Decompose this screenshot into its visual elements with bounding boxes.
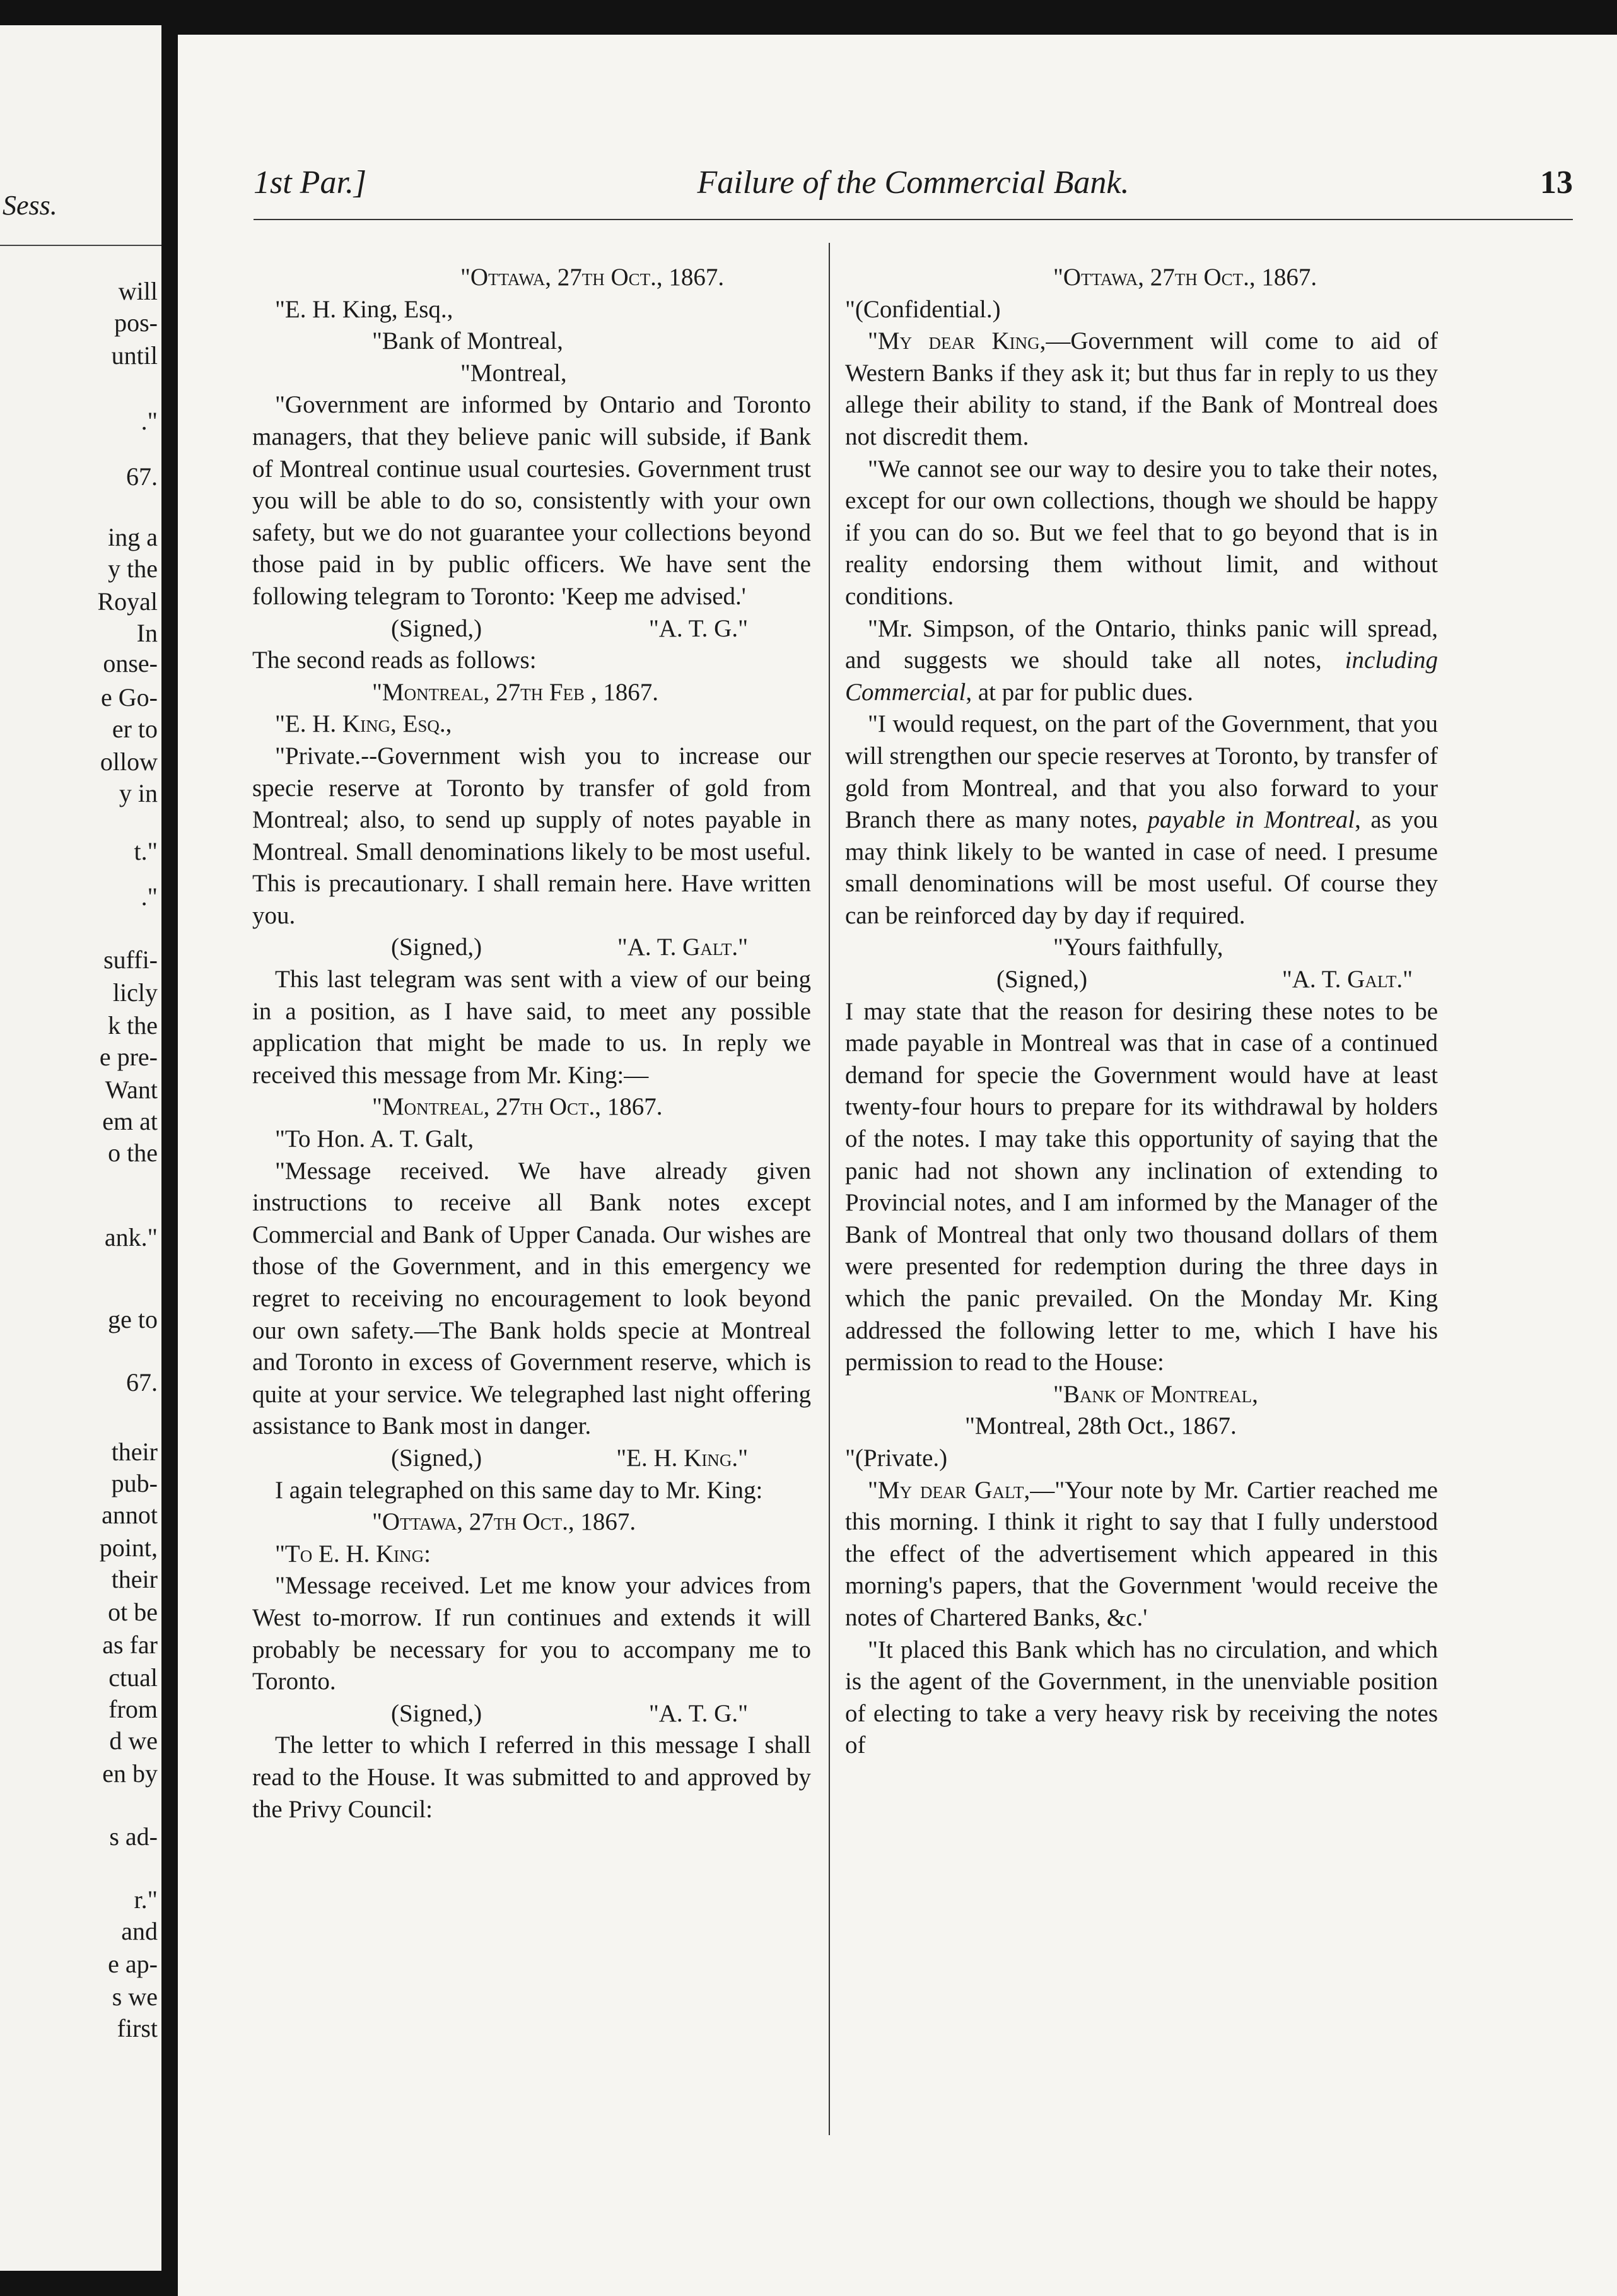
- text-run: , as you may think likely to be wanted in case of need. I presume small denominations will be most useful. Of course they can be reinforced day by day if required.: [845, 806, 1438, 929]
- letter-1-salutation: "My dear King,: [868, 327, 1046, 355]
- facing-page-fragment-line: suffi-: [103, 946, 158, 974]
- facing-page-fragment-line: as far: [102, 1631, 158, 1659]
- document-page: [178, 35, 1617, 2296]
- facing-page-fragment-line: ge to: [108, 1305, 158, 1333]
- telegram-3-dateline: "Montreal, 27th Oct., 1867.: [372, 1093, 663, 1121]
- facing-page-fragment-line: em at: [102, 1107, 158, 1135]
- facing-page-fragment-line: first: [117, 2014, 158, 2042]
- facing-page-fragment-line: until: [111, 341, 158, 370]
- facing-page-fragment-line: ot be: [108, 1598, 158, 1626]
- facing-page-fragment-line: o the: [108, 1139, 158, 1167]
- facing-page-fragment-line: licly: [112, 978, 158, 1007]
- facing-page-fragment-line: er to: [112, 715, 158, 743]
- facing-page-fragment-line: ing a: [108, 523, 158, 551]
- facing-page-fragment-line: ctual: [108, 1663, 158, 1692]
- facing-page-header-rule: [0, 245, 161, 246]
- telegram-1-bank: "Bank of Montreal,: [372, 327, 563, 355]
- telegram-1-addressee: "E. H. King, Esq.,: [275, 295, 453, 323]
- facing-page-fragment-line: en by: [102, 1759, 158, 1788]
- page-title: Failure of the Commercial Bank.: [697, 165, 1130, 201]
- facing-page-fragment-line: Want: [105, 1075, 158, 1104]
- facing-page-fragment-line: .": [141, 882, 158, 911]
- letter-2-salutation: "My dear Galt,: [868, 1476, 1030, 1504]
- letter-1-dateline: "Ottawa, 27th Oct., 1867.: [1053, 264, 1317, 291]
- telegram-1-city: "Montreal,: [460, 359, 567, 387]
- facing-page-fragment-line: k the: [108, 1011, 158, 1040]
- facing-page-fragment-line: 67.: [126, 1368, 158, 1397]
- letter-1-paragraph-3: [845, 613, 1438, 709]
- telegram-2-dateline: "Montreal, 27th Feb , 1867.: [372, 678, 659, 706]
- letter-1-confidential: "(Confidential.): [845, 295, 1001, 323]
- facing-page-fragment-line: their: [111, 1438, 158, 1466]
- telegram-3-body: "Message received. We have already given instructions to receive all Bank notes except Commercial and Bank of Upper Canada. Our wishes are those of the Government, and in this emergency we regret to receiving no encouragement to look beyond our own safety.—The Bank holds specie at Montreal and Toronto in excess of Government reserve, which is quite at your service. We telegraphed last night offering assistance to Bank most in danger.: [252, 1157, 811, 1440]
- facing-page-fragment-line: will: [118, 277, 158, 305]
- signed-label: (Signed,): [391, 934, 482, 961]
- paragraph-reason-for-notes: I may state that the reason for desiring these notes to be made payable in Montreal was that in case of a continued demand for specie the Government would have at least twenty-four hours to prepare for its withdrawal by holders of the notes. I may take this opportunity of saying that the panic had not shown any inclination of extending to Provincial notes, and I am informed by the Manager of the Bank of Montreal that only two thousand dollars of them were presented for redemption during the three days in which the panic prevailed. On the Monday Mr. King addressed the following letter to me, which I have his permission to read to the House:: [845, 997, 1438, 1376]
- facing-page-fragment-line: ollow: [100, 747, 158, 776]
- facing-page-fragment-line: .": [141, 407, 158, 435]
- facing-page-fragment-line: y the: [108, 554, 158, 583]
- signed-label: (Signed,): [391, 614, 482, 642]
- facing-page-fragment-line: e Go-: [101, 683, 158, 712]
- letter-1-signature: [845, 964, 1438, 996]
- signatory: "A. T. Galt.": [1281, 966, 1413, 993]
- page-number: 13: [1540, 165, 1573, 201]
- letter-2-p1-text: —"Your note by Mr. Cartier reached me this morning. I think it right to say that I fully understood the effect of the advertisement which appeared in this morning's papers, that the Government 'would receive the notes of Chartered Banks, &c.': [845, 1476, 1438, 1631]
- facing-page-fragment-line: d we: [109, 1726, 158, 1755]
- text-run: "Mr. Simpson, of the Ontario, thinks panic will spread, and suggests we should take all notes,: [845, 614, 1438, 674]
- facing-page-fragment-line: onse-: [103, 649, 158, 677]
- telegram-1-dateline: "Ottawa, 27th Oct., 1867.: [460, 264, 725, 291]
- letter-1-paragraph-1: [845, 325, 1438, 453]
- paragraph-last-telegram: This last telegram was sent with a view of our being in a position, as I have said, to meet any possible application that might be made to us. In reply we received this message from Mr. King:—: [252, 966, 811, 1089]
- paragraph-letter-referred: The letter to which I referred in this message I shall read to the House. It was submitted to and approved by the Privy Council:: [252, 1731, 811, 1823]
- facing-page-fragment-line: their: [111, 1565, 158, 1593]
- telegram-3-addressee: "To Hon. A. T. Galt,: [275, 1125, 474, 1153]
- facing-page-fragment-line: In: [136, 619, 158, 647]
- signed-label: (Signed,): [996, 966, 1088, 993]
- facing-page-fragment-line: s ad-: [109, 1822, 158, 1851]
- facing-page-fragment-line: from: [108, 1695, 158, 1723]
- facing-page-fragment-line: point,: [99, 1533, 158, 1562]
- left-column: [252, 262, 811, 1825]
- paragraph-again-telegraphed: I again telegraphed on this same day to Mr. King:: [275, 1476, 763, 1504]
- letter-2-dateline: "Montreal, 28th Oct., 1867.: [965, 1412, 1237, 1440]
- telegram-4-body: "Message received. Let me know your advices from West to-morrow. If run continues and extends it will probably be necessary for you to accompany me to Toronto.: [252, 1572, 811, 1696]
- letter-2-bank: "Bank of Montreal,: [1053, 1380, 1258, 1408]
- facing-page-fragment-line: s we: [112, 1983, 158, 2011]
- second-telegram-intro: The second reads as follows:: [252, 647, 537, 674]
- telegram-1-signature: [252, 613, 811, 645]
- facing-page-fragment-line: pub-: [111, 1469, 158, 1497]
- facing-page-fragment-line: t.": [134, 837, 158, 865]
- facing-page-fragment-line: pos-: [114, 308, 158, 337]
- letter-2-paragraph-2: "It placed this Bank which has no circulation, and which is the agent of the Government, in the unenviable position of electing to take a very heavy risk by receiving the notes of: [845, 1636, 1438, 1759]
- signatory: "E. H. King.": [616, 1444, 748, 1472]
- facing-page-fragment-line: e pre-: [99, 1043, 158, 1071]
- emphasis-run: payable in Montreal: [1147, 806, 1355, 834]
- telegram-2-addressee: "E. H. King, Esq.,: [275, 710, 452, 738]
- telegram-2-signature: [252, 932, 811, 964]
- telegram-1-body: "Government are informed by Ontario and Toronto managers, that they believe panic will subside, if Bank of Montreal continue usual courtesies. Government trust you will be able to do so, consistently with your own safety, but we do not guarantee your collections beyond those paid in by public officers. We have sent the following telegram to Toronto: 'Keep me advised.': [252, 391, 811, 610]
- letter-1-paragraph-4: [845, 708, 1438, 932]
- signatory: "A. T. G.": [648, 614, 748, 642]
- facing-page-fragment-line: r.": [134, 1885, 158, 1914]
- telegram-2-body: "Private.--Government wish you to increase our specie reserve at Toronto by transfer of gold from Montreal; also, to send up supply of notes payable in Montreal. Small denominations likely to be most useful. This is precautionary. I shall remain here. Have written you.: [252, 742, 811, 929]
- facing-page-fragment-line: Royal: [97, 587, 158, 616]
- signed-label: (Signed,): [391, 1444, 482, 1472]
- facing-page-session-label: Sess.: [3, 190, 57, 221]
- facing-page-fragment-line: e ap-: [108, 1950, 158, 1978]
- emphasis-run: including Commercial: [845, 647, 1438, 706]
- column-divider: [829, 243, 830, 2135]
- telegram-4-signature: [252, 1698, 811, 1730]
- facing-page-fragment-line: ank.": [104, 1223, 158, 1251]
- letter-1-closing: "Yours faithfully,: [1053, 934, 1223, 961]
- facing-page-fragment: [0, 25, 161, 2271]
- header-rule: [254, 219, 1573, 220]
- letter-2-paragraph-1: [845, 1475, 1438, 1634]
- signatory: "A. T. G.": [648, 1699, 748, 1727]
- telegram-4-addressee: "To E. H. King:: [275, 1540, 431, 1567]
- facing-page-fragment-line: and: [121, 1917, 158, 1945]
- facing-page-fragment-line: annot: [102, 1501, 158, 1529]
- facing-page-fragment-line: 67.: [126, 462, 158, 491]
- letter-1-paragraph-2: "We cannot see our way to desire you to take their notes, except for our own collections, though we should be happy if you can do so. But we feel that to go beyond that is in reality endorsing them without limit, and without conditions.: [845, 455, 1438, 610]
- part-label: 1st Par.]: [254, 165, 367, 201]
- text-run: "I would request, on the part of the Government, that you will strengthen our specie reserves at Toronto, by transfer of gold from Montreal, and that you also forward to your Branch there as many notes,: [845, 710, 1438, 834]
- telegram-4-dateline: "Ottawa, 27th Oct., 1867.: [372, 1508, 636, 1536]
- letter-2-private: "(Private.): [845, 1444, 948, 1472]
- right-column: [845, 262, 1438, 1762]
- running-header: [254, 164, 1573, 208]
- facing-page-fragment-line: y in: [119, 779, 158, 807]
- text-run: , at par for public dues.: [966, 678, 1194, 706]
- signatory: "A. T. Galt.": [617, 934, 748, 961]
- letter-1-p1-text: —Government will come to aid of Western Banks if they ask it; but thus far in reply to us they allege their ability to stand, if the Bank of Montreal does not discredit them.: [845, 327, 1438, 450]
- telegram-3-signature: [252, 1443, 811, 1475]
- signed-label: (Signed,): [391, 1699, 482, 1727]
